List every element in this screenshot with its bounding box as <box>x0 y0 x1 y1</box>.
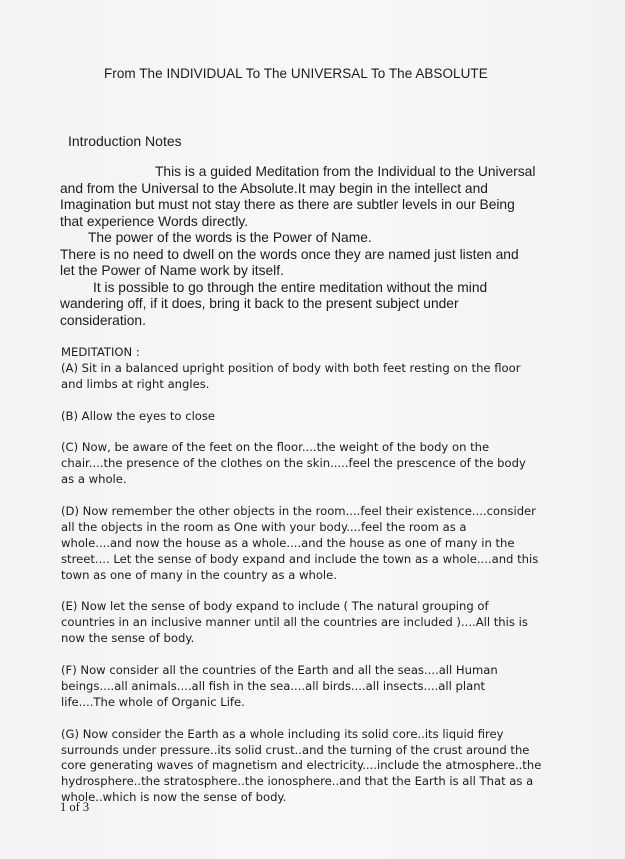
step-line: (G) Now consider the Earth as a whole including its solid core..its liquid firey <box>61 726 504 741</box>
intro-line: wandering off, if it does, bring it back to the present subject under <box>60 296 459 311</box>
intro-heading: Introduction Notes <box>68 133 182 149</box>
step-c <box>61 440 561 488</box>
step-line: all the objects in the room as One with your body....feel the room as a <box>61 519 467 534</box>
meditation-heading: MEDITATION : <box>61 345 140 359</box>
step-line: street.... Let the sense of body expand and include the town as a whole....and this <box>61 551 539 566</box>
step-line: whole..which is now the sense of body. <box>61 790 287 805</box>
step-e <box>61 599 561 647</box>
step-line: countries in an inclusive manner until all the countries are included )....All this is <box>61 615 528 630</box>
step-line: beings....all animals....all fish in the sea....all birds....all insects....all plant <box>61 678 486 693</box>
step-line: now the sense of body. <box>61 631 195 646</box>
meditation-section <box>61 345 561 822</box>
intro-line: It is possible to go through the entire meditation without the mind <box>93 279 488 295</box>
step-line: (E) Now let the sense of body expand to include ( The natural grouping of <box>61 599 489 614</box>
intro-line: and from the Universal to the Absolute.It may begin in the intellect and <box>60 180 488 196</box>
page-number: 1 of 3 <box>60 800 90 814</box>
intro-line: Imagination but must not stay there as there are subtler levels in our Being <box>60 197 515 212</box>
step-line: as a whole. <box>61 472 127 487</box>
step-line: (C) Now, be aware of the feet on the floor....the weight of the body on the <box>61 440 490 455</box>
intro-line: The power of the words is the Power of Name. <box>88 230 372 245</box>
step-line: life....The whole of Organic Life. <box>61 694 245 709</box>
step-line: chair....the presence of the clothes on the skin.....feel the prescence of the body <box>61 456 526 471</box>
step-line: town as one of many in the country as a whole. <box>61 567 337 582</box>
intro-line: This is a guided Meditation from the Individual to the Universal <box>155 164 536 179</box>
step-line: whole....and now the house as a whole....and the house as one of many in the <box>61 535 515 550</box>
step-line: (B) Allow the eyes to close <box>61 408 216 423</box>
step-line: (A) Sit in a balanced upright position of body with both feet resting on the floor <box>61 360 521 375</box>
step-line: surrounds under pressure..its solid crust..and the turning of the crust around the <box>61 742 530 757</box>
step-b <box>61 409 561 425</box>
step-g <box>61 727 561 807</box>
step-line: core generating waves of magnetism and electricity....include the atmosphere..the <box>61 758 542 773</box>
step-f <box>61 663 561 711</box>
intro-paragraphs <box>60 164 560 329</box>
intro-line: consideration. <box>60 312 146 328</box>
document-title: From The INDIVIDUAL To The UNIVERSAL To The ABSOLUTE <box>104 66 488 81</box>
step-line: (F) Now consider all the countries of the Earth and all the seas....all Human <box>61 663 498 678</box>
intro-line: let the Power of Name work by itself. <box>60 263 284 278</box>
step-line: hydrosphere..the stratosphere..the ionosphere..and that the Earth is all That as a <box>61 774 534 789</box>
step-d <box>61 504 561 584</box>
intro-line: There is no need to dwell on the words once they are named just listen and <box>60 246 519 262</box>
step-a <box>61 361 561 393</box>
intro-line: that experience Words directly. <box>60 213 249 229</box>
step-line: (D) Now remember the other objects in the room....feel their existence....consider <box>61 504 536 519</box>
step-line: and limbs at right angles. <box>61 376 210 391</box>
